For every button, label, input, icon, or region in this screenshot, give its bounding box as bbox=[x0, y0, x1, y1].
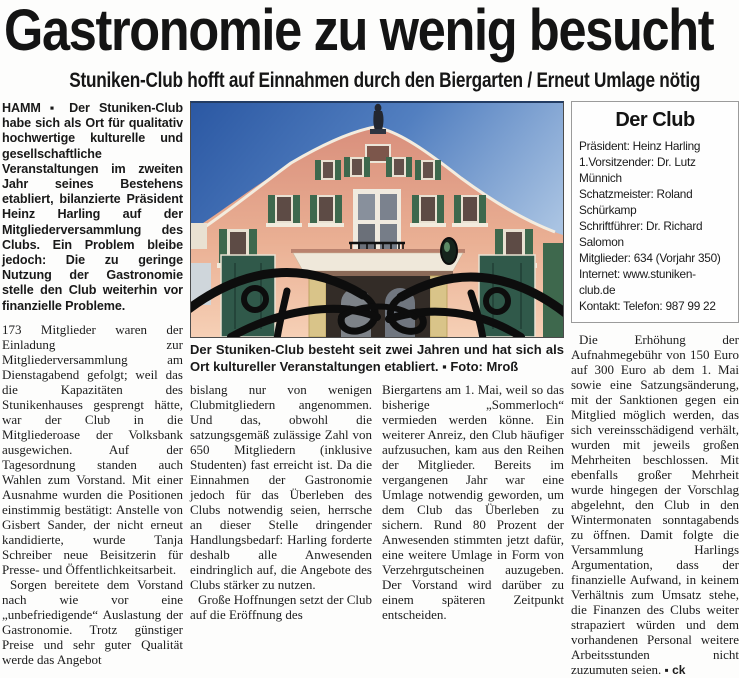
article-column-2 bbox=[190, 382, 372, 622]
lead-paragraph: HAMM ▪ Der Stuniken-Club habe sich als Ort für qualitativ hochwertige kulturelle und gesellschaftliche Veranstaltungen im zweiten Jahr seines Bestehens etabliert, bilanzierte Präsident Heinz Harling auf der Mitgliederversammlung des Clubs. Ein Problem bleibe jedoch: Die zu geringe Nutzung der Gastronomie stelle den Club weiterhin vor finanzielle Probleme. bbox=[2, 101, 183, 313]
club-infobox bbox=[571, 101, 739, 323]
building-photo bbox=[190, 101, 564, 338]
subheadline-text: Stuniken-Club hofft auf Einnahmen durch den Biergarten / Erneut Umlage nötig bbox=[69, 69, 701, 92]
building-photo-illustration bbox=[191, 103, 563, 337]
article-middle bbox=[190, 101, 564, 622]
article-body bbox=[0, 101, 739, 678]
edge-window bbox=[191, 223, 207, 249]
story-paragraph: Große Hoffnungen setzt der Club auf die Eröffnung des bbox=[190, 592, 372, 623]
club-infobox-line: Mitglieder: 634 (Vorjahr 350) bbox=[579, 251, 721, 266]
article-column-3 bbox=[382, 382, 564, 622]
article-column-4 bbox=[571, 101, 739, 678]
photo-caption-text: Der Stuniken-Club besteht seit zwei Jahren und hat sich als Ort kultureller Veranstaltungen etabliert. bbox=[190, 342, 564, 374]
club-infobox-line: Schatzmeister: Roland Schürkamp bbox=[579, 187, 693, 218]
club-infobox-line: Präsident: Heinz Harling bbox=[579, 139, 701, 154]
club-infobox-title: Der Club bbox=[615, 109, 695, 132]
story-paragraph: Biergartens am 1. Mai, weil so das bisherige „Sommerloch“ vermieden werden könne. Ein weiterer Anreiz, den Club häufiger aufzusuchen, kam aus den Reihen der Mitglieder. Bereits im vergangenen Jahr war eine Umlage notwendig geworden, um dem Club das Überleben zu sichern. Rund 80 Prozent der Anwesenden stimmten jetzt dafür, eine weitere Umlage in Form von Verzehrgutscheinen auzugeben. Der Vorstand wird darüber zu einem späteren Zeitpunkt entscheiden. bbox=[382, 382, 564, 623]
subheadline bbox=[0, 70, 739, 92]
story-paragraph bbox=[571, 332, 739, 678]
article-column-1 bbox=[2, 101, 183, 667]
entrance-portal bbox=[291, 249, 465, 337]
story-text: Die Erhöhung der Aufnahmegebühr von 150 Euro auf 300 Euro ab dem 1. Mai sowie eine Satzungsänderung, mit der Sanktionen gegen ein Mitglied möglich werden, das sich vereinsschädigend verhält, wurden mit jeweils großen Mehrheiten beschlossen. Mit ebenfalls großer Mehrheit wurde hingegen der Vorschlag abgelehnt, den Club in den Wintermonaten sonntagabends zu öffnen. Damit folgte die Versammlung Harlings Argumentation, dass der finanzielle Aufwand, in keinem Verhältnis zum Umsatz stehe, die Finanzen des Clubs weiter strapaziert würden und dem vorhandenen Personal weitere Arbeitsstunden nicht zuzumuten seien. bbox=[571, 332, 739, 678]
story-paragraph: bislang nur von wenigen Clubmitgliedern angenommen. Und das, obwohl die satzungsgemäß zulässige Zahl von 650 Mitgliedern (inklusive Studenten) fast erreicht ist. Da die Einnahmen der Gastronomie jedoch für das Überleben des Clubs notwendig seien, herrsche an dieser Stelle dringender Handlungsbedarf: Harling forderte deshalb alle Anwesenden eindringlich auf, die Angebote des Clubs stärker zu nutzen. bbox=[190, 382, 372, 593]
story-paragraph: 173 Mitglieder waren der Einladung zur Mitgliederversammlung am Dienstagabend gefolgt; weil das die Kapazitäten des Stunikenhauses gesprengt hätte, war der Club in die Mitgliederoase der Volksbank ausgewichen. Auf der Tagesordnung standen auch Wahlen zum Vorstand. Mit einer Ausnahme wurden die Positionen einstimmig bestätigt: Anstelle von Gisbert Sander, der nicht erneut kandidierte, wurde Tanja Schreiber neue Beisitzerin für Presse- und Öffentlichkeitsarbeit. bbox=[2, 321, 183, 577]
lantern bbox=[441, 238, 457, 264]
photo-caption bbox=[190, 342, 564, 375]
club-infobox-line: 1.Vorsitzender: Dr. Lutz Münnich bbox=[579, 155, 696, 186]
photo-figure bbox=[190, 101, 564, 375]
photo-credit: ▪ Foto: Mroß bbox=[442, 358, 519, 374]
headline bbox=[0, 0, 739, 63]
central-window bbox=[349, 189, 405, 255]
club-infobox-line: Internet: www.stuniken-club.de bbox=[579, 267, 696, 298]
story-end-signature: ▪ ck bbox=[664, 663, 686, 678]
headline-text: Gastronomie zu wenig besucht bbox=[4, 0, 714, 63]
story-paragraph: Sorgen bereitete dem Vorstand nach wie vor eine „unbefriedigende“ Auslastung der Gastronomie. Trotz günstiger Preise und sehr guter Qualität werde das Angebot bbox=[2, 576, 183, 667]
middle-text-columns bbox=[190, 382, 564, 622]
club-infobox-line: Schriftführer: Dr. Richard Salomon bbox=[579, 219, 703, 250]
club-infobox-line: Kontakt: Telefon: 987 99 22 bbox=[579, 299, 716, 314]
